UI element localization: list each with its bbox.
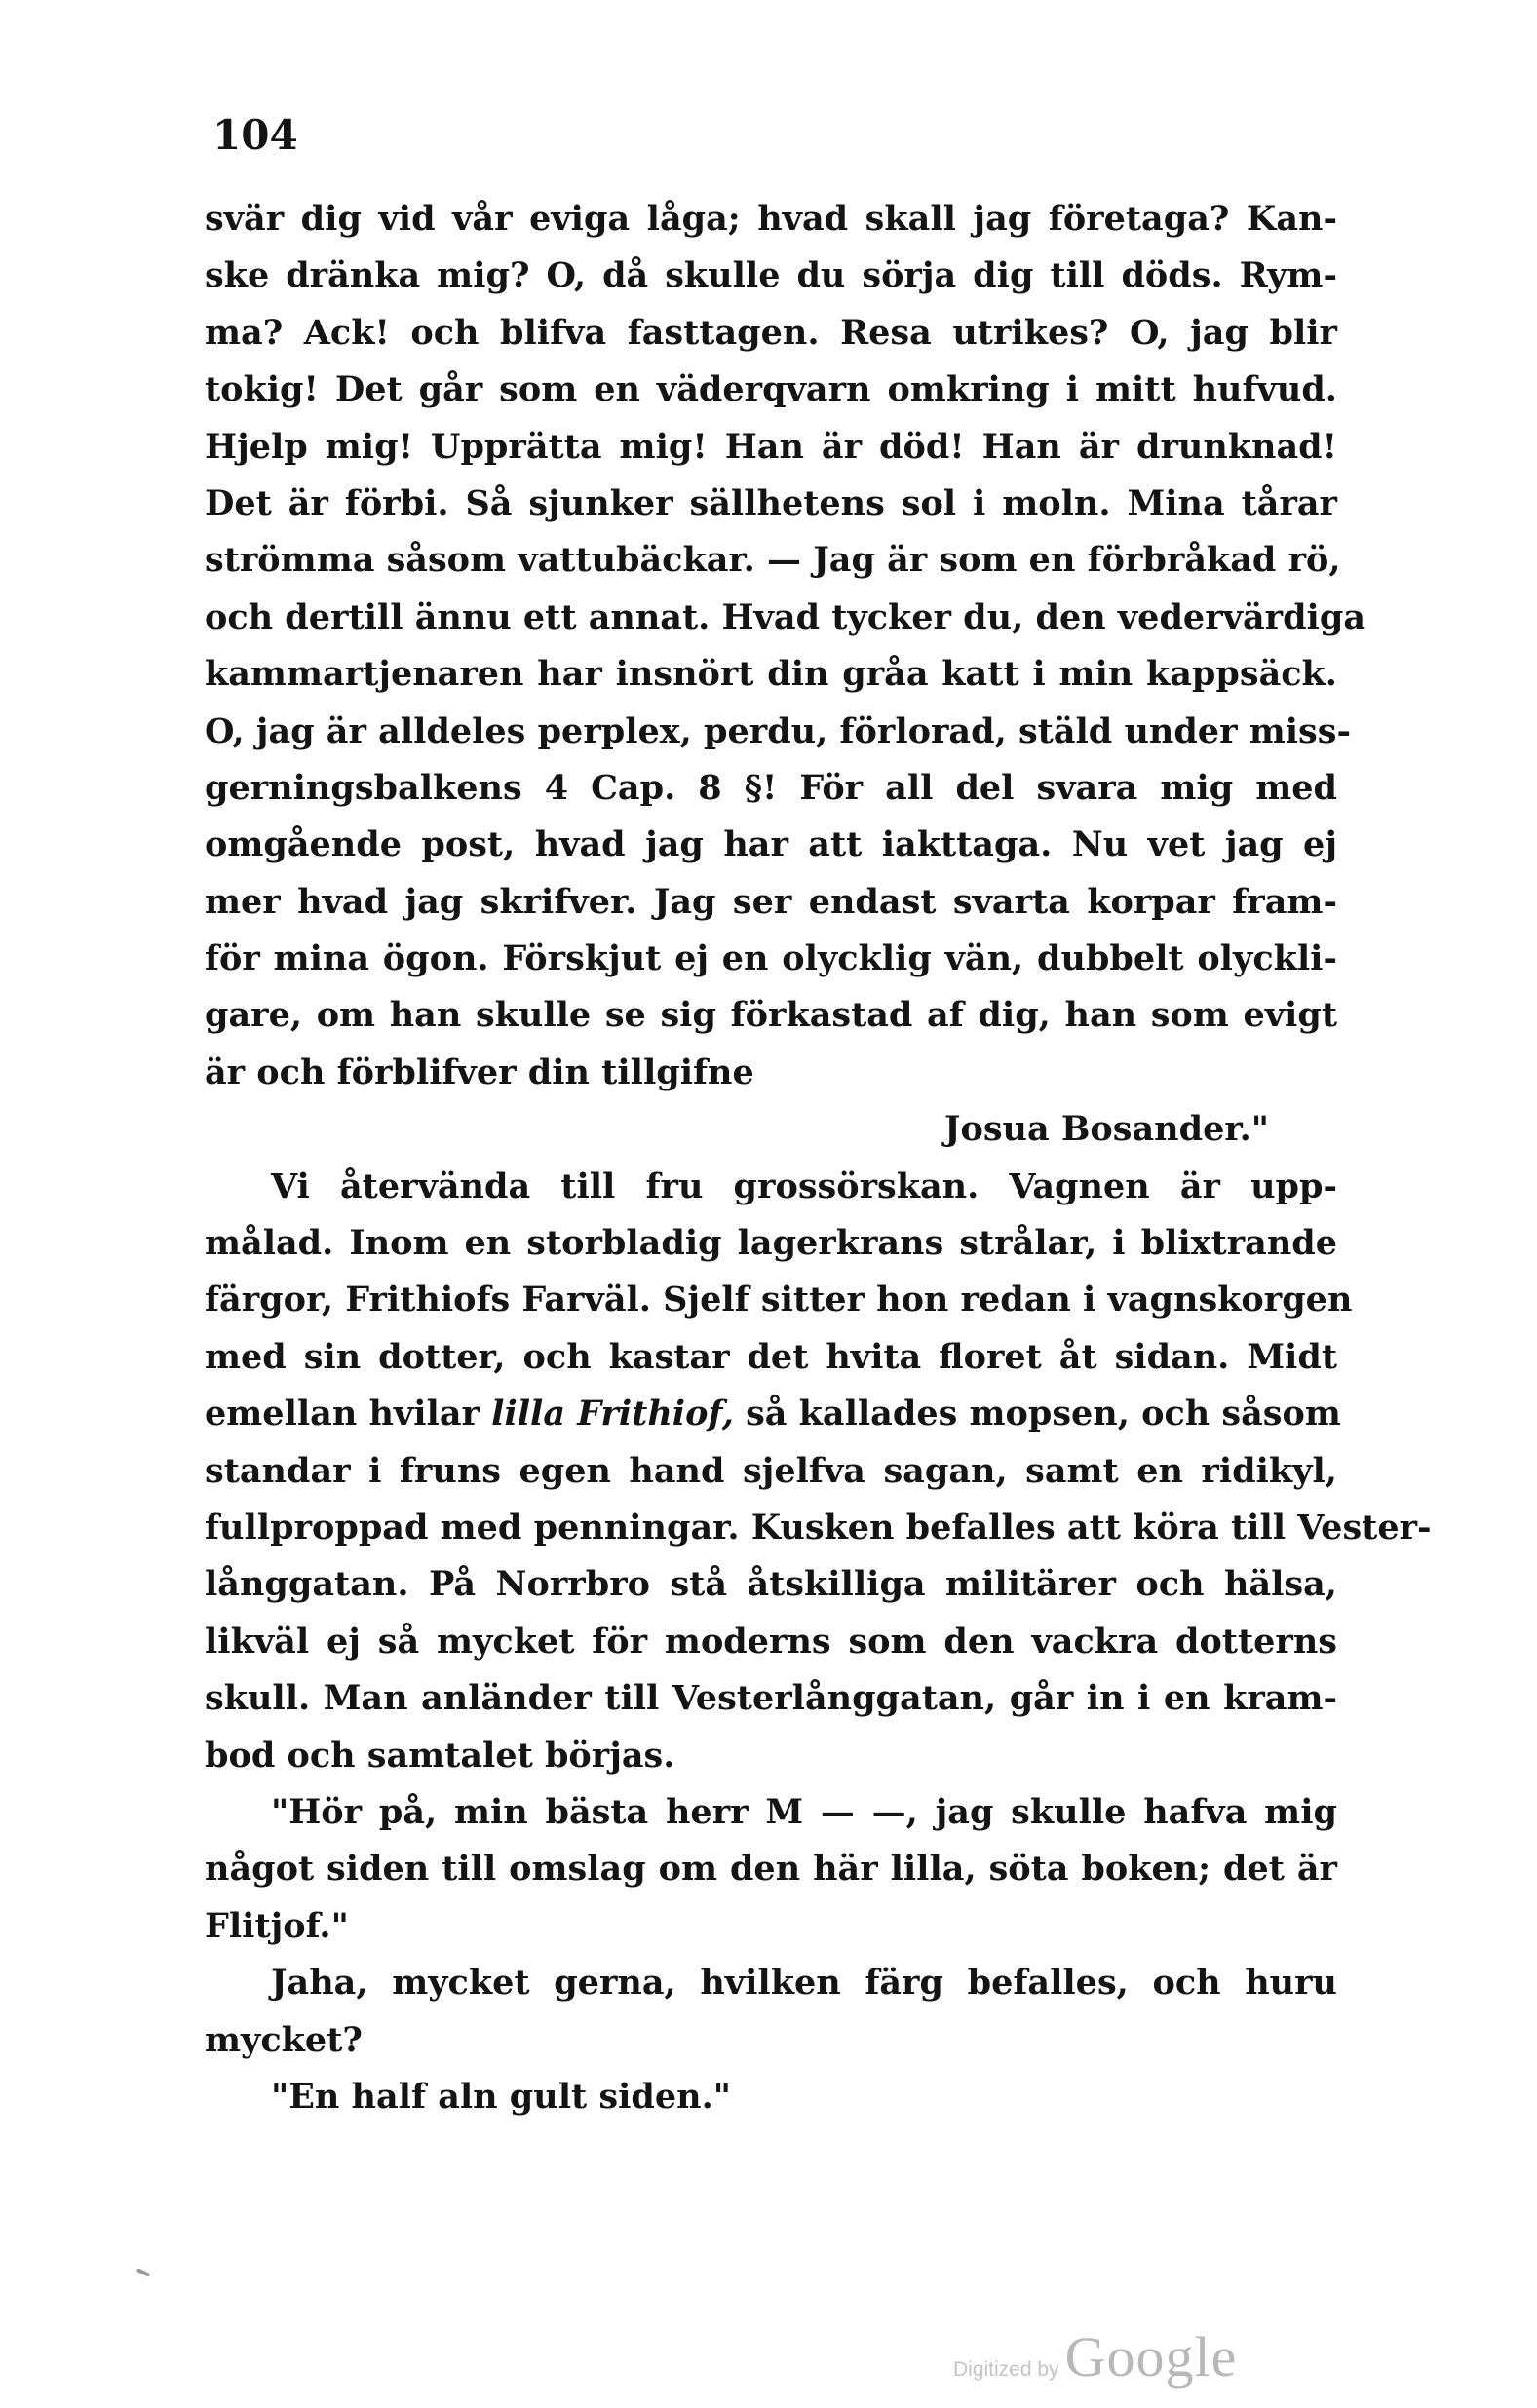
scan-speck [136, 2268, 150, 2277]
text-line: O, jag är alldeles perplex, perdu, förlorad, stäld under miss- [205, 710, 1351, 751]
text-line: gerningsbalkens 4 Cap. 8 §! För all del svara mig med [205, 767, 1337, 808]
letter-signature: Josua Bosander." [943, 1109, 1269, 1150]
text-line: tokig! Det går som en väderqvarn omkring i mitt hufvud. [205, 369, 1337, 410]
text-line: för mina ögon. Förskjut ej en olycklig vän, dubbelt olyckli- [205, 938, 1337, 979]
text-line: likväl ej så mycket för moderns som den vackra dotterns [205, 1621, 1337, 1662]
text-line: ma? Ack! och blifva fasttagen. Resa utrikes? O, jag blir [205, 312, 1337, 353]
text-line: mycket? [205, 2019, 363, 2060]
text-line: fullproppad med penningar. Kusken befalles att köra till Vester- [205, 1507, 1432, 1548]
text-line: Hjelp mig! Upprätta mig! Han är död! Han är drunknad! [205, 426, 1337, 467]
paragraph-4 [205, 1955, 1337, 2069]
text-segment: emellan hvilar [205, 1394, 492, 1434]
text-line: bod och samtalet börjas. [205, 1735, 675, 1776]
page-number: 104 [212, 111, 298, 159]
paragraph-3 [205, 1784, 1337, 1955]
digitized-watermark [953, 2324, 1237, 2389]
text-segment: så kallades mopsen, och såsom [733, 1394, 1341, 1434]
text-line: är och förblifver din tillgifne [205, 1051, 754, 1092]
text-line: "Hör på, min bästa herr M — —, jag skulle hafva mig [271, 1791, 1337, 1832]
text-line: ske dränka mig? O, då skulle du sörja dig till döds. Rym- [205, 255, 1337, 296]
text-line: svär dig vid vår eviga låga; hvad skall jag företaga? Kan- [205, 199, 1337, 239]
text-line: Flitjof." [205, 1905, 349, 1946]
text-line: Vi återvända till fru grossörskan. Vagnen är upp- [271, 1166, 1337, 1206]
paragraph-2 [205, 1159, 1432, 1784]
text-line: Det är förbi. Så sjunker sällhetens sol i moln. Mina tårar [205, 482, 1337, 523]
text-line: Jaha, mycket gerna, hvilken färg befalles, och huru [271, 1963, 1337, 2004]
text-line: färgor, Frithiofs Farväl. Sjelf sitter hon redan i vagnskorgen [205, 1280, 1353, 1320]
text-line: något siden till omslag om den här lilla, söta boken; det är [205, 1849, 1337, 1890]
text-line: målad. Inom en storbladig lagerkrans strålar, i blixtrande [205, 1223, 1337, 1264]
google-logo: Google [1064, 2325, 1238, 2389]
text-line: strömma såsom vattubäckar. — Jag är som en förbråkad rö, [205, 540, 1341, 581]
text-line: och dertill ännu ett annat. Hvad tycker du, den vedervärdiga [205, 596, 1366, 637]
text-line: kammartjenaren har insnört din gråa katt i min kappsäck. [205, 654, 1337, 695]
digitized-by-label: Digitized by [953, 2358, 1059, 2381]
text-line: omgående post, hvad jag har att iakttaga. Nu vet jag ej [205, 824, 1337, 865]
body-text [205, 191, 1432, 2125]
text-line-with-italic [205, 1386, 1341, 1442]
text-line: "En half aln gult siden." [271, 2076, 731, 2117]
text-line: skull. Man anländer till Vesterlånggatan, går in i en kram- [205, 1678, 1337, 1719]
text-line: mer hvad jag skrifver. Jag ser endast svarta korpar fram- [205, 881, 1337, 922]
text-line: standar i fruns egen hand sjelfva sagan, samt en ridikyl, [205, 1450, 1337, 1491]
text-line: med sin dotter, och kastar det hvita floret åt sidan. Midt [205, 1336, 1337, 1377]
letter-paragraph [205, 191, 1366, 1159]
paragraph-5 [205, 2069, 1337, 2125]
text-line: gare, om han skulle se sig förkastad af dig, han som evigt [205, 995, 1337, 1036]
text-line: långgatan. På Norrbro stå åtskilliga militärer och hälsa, [205, 1564, 1337, 1605]
italic-name: lilla Frithiof, [491, 1394, 734, 1434]
